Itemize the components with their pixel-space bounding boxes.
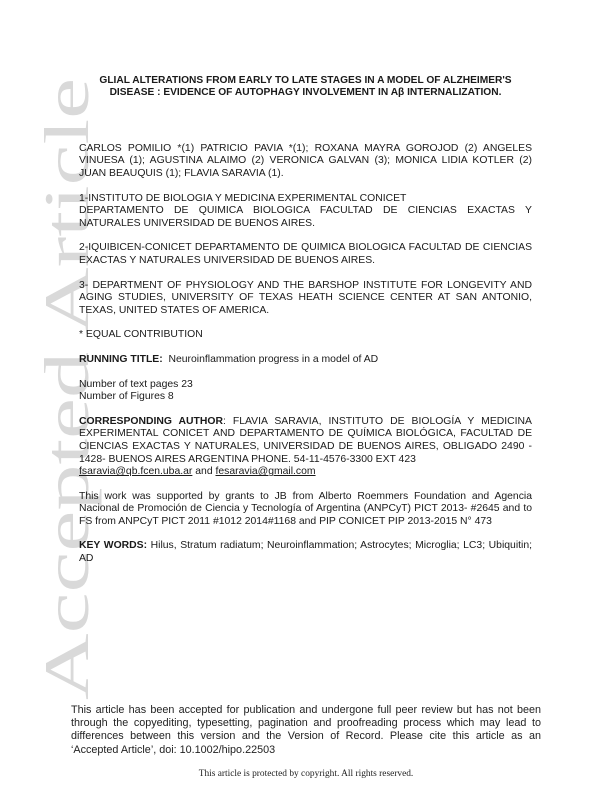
paper-title-line1: GLIAL ALTERATIONS FROM EARLY TO LATE STAGES IN A MODEL OF ALZHEIMER'S: [99, 75, 512, 86]
page-figure-counts: [79, 379, 532, 404]
paper-title: [79, 75, 532, 100]
keywords: [79, 540, 532, 565]
paper-title-line2: DISEASE : EVIDENCE OF AUTOPHAGY INVOLVEMENT IN Aβ INTERNALIZATION.: [109, 87, 502, 99]
affiliation-1: [79, 193, 532, 231]
affiliation-2: 2-IQUIBICEN-CONICET DEPARTAMENTO DE QUIMICA BIOLOGICA FACULTAD DE CIENCIAS EXACTAS Y NATURALES UNIVERSIDAD DE BUENOS AIRES.: [79, 242, 532, 266]
corresponding-email-link-1[interactable]: fsaravia@qb.fcen.uba.ar: [79, 466, 193, 478]
running-title: [79, 354, 532, 367]
affiliation-1-line1: 1-INSTITUTO DE BIOLOGIA Y MEDICINA EXPERIMENTAL CONICET: [79, 192, 407, 204]
equal-contribution-note: * EQUAL CONTRIBUTION: [79, 329, 203, 341]
corresponding-author-label: CORRESPONDING AUTHOR: [79, 415, 223, 427]
running-title-value: Neuroinflammation progress in a model of AD: [168, 353, 379, 365]
email-conjunction: and: [192, 466, 216, 478]
text-pages-count: Number of text pages 23: [79, 378, 193, 390]
corresponding-author: [79, 416, 532, 479]
affiliation-1-rest: DEPARTAMENTO DE QUIMICA BIOLOGICA FACULTAD DE CIENCIAS EXACTAS Y NATURALES UNIVERSIDAD DE BUENOS AIRES.: [79, 205, 532, 229]
affiliation-3: 3- DEPARTMENT OF PHYSIOLOGY AND THE BARSHOP INSTITUTE FOR LONGEVITY AND AGING STUDIES, UNIVERSITY OF TEXAS HEATH SCIENCE CENTER AT SAN ANTONIO, TEXAS, UNITED STATES OF AMERICA.: [79, 279, 532, 316]
accepted-article-disclaimer: This article has been accepted for publication and undergone full peer review but has not been through the copyediting, typesetting, pagination and proofreading process which may lead to differences between this version and the Version of Record. Please cite this article as an ‘Accepted Article’, doi: 10.1002/hipo.22503: [71, 704, 541, 756]
keywords-value: Hilus, Stratum radiatum; Neuroinflammation; Astrocytes; Microglia; LC3; Ubiquitin; AD: [79, 540, 532, 565]
author-list: CARLOS POMILIO *(1) PATRICIO PAVIA *(1); ROXANA MAYRA GOROJOD (2) ANGELES VINUESA (1); AGUSTINA ALAIMO (2) VERONICA GALVAN (3); MONICA LIDIA KOTLER (2) JUAN BEAUQUIS (1); FLAVIA SARAVIA (1).: [79, 142, 532, 179]
corresponding-author-details: : FLAVIA SARAVIA, INSTITUTO DE BIOLOGÍA Y MEDICINA EXPERIMENTAL CONICET AND DEPARTAMENTO DE QUÍMICA BIOLÓGICA, FACULTAD DE CIENCIAS EXACTAS Y NATURALES, UNIVERSIDAD DE BUENOS AIRES, OBLIGADO 2490 - 1428- BUENOS AIRES ARGENTINA PHONE. 54-11-4576-3300 EXT 423: [79, 415, 532, 465]
funding-statement: This work was supported by grants to JB from Alberto Roemmers Foundation and Agencia Nacional de Promoción de Ciencia y Tecnología of Argentina (ANPCyT) PICT 2013- #2645 and to FS from ANPCyT PICT 2011 #1012 2014#1168 and PIP CONICET PIP 2013-2015 N° 473: [79, 490, 532, 527]
title-page-content: [79, 75, 532, 566]
figures-count: Number of Figures 8: [79, 391, 174, 403]
copyright-footer: This article is protected by copyright. All rights reserved.: [198, 769, 414, 779]
running-title-label: RUNNING TITLE:: [79, 353, 163, 365]
watermark-text: Accepted Article: [44, 268, 102, 700]
keywords-label: KEY WORDS:: [79, 540, 148, 552]
corresponding-email-link-2[interactable]: fesaravia@gmail.com: [215, 466, 316, 478]
